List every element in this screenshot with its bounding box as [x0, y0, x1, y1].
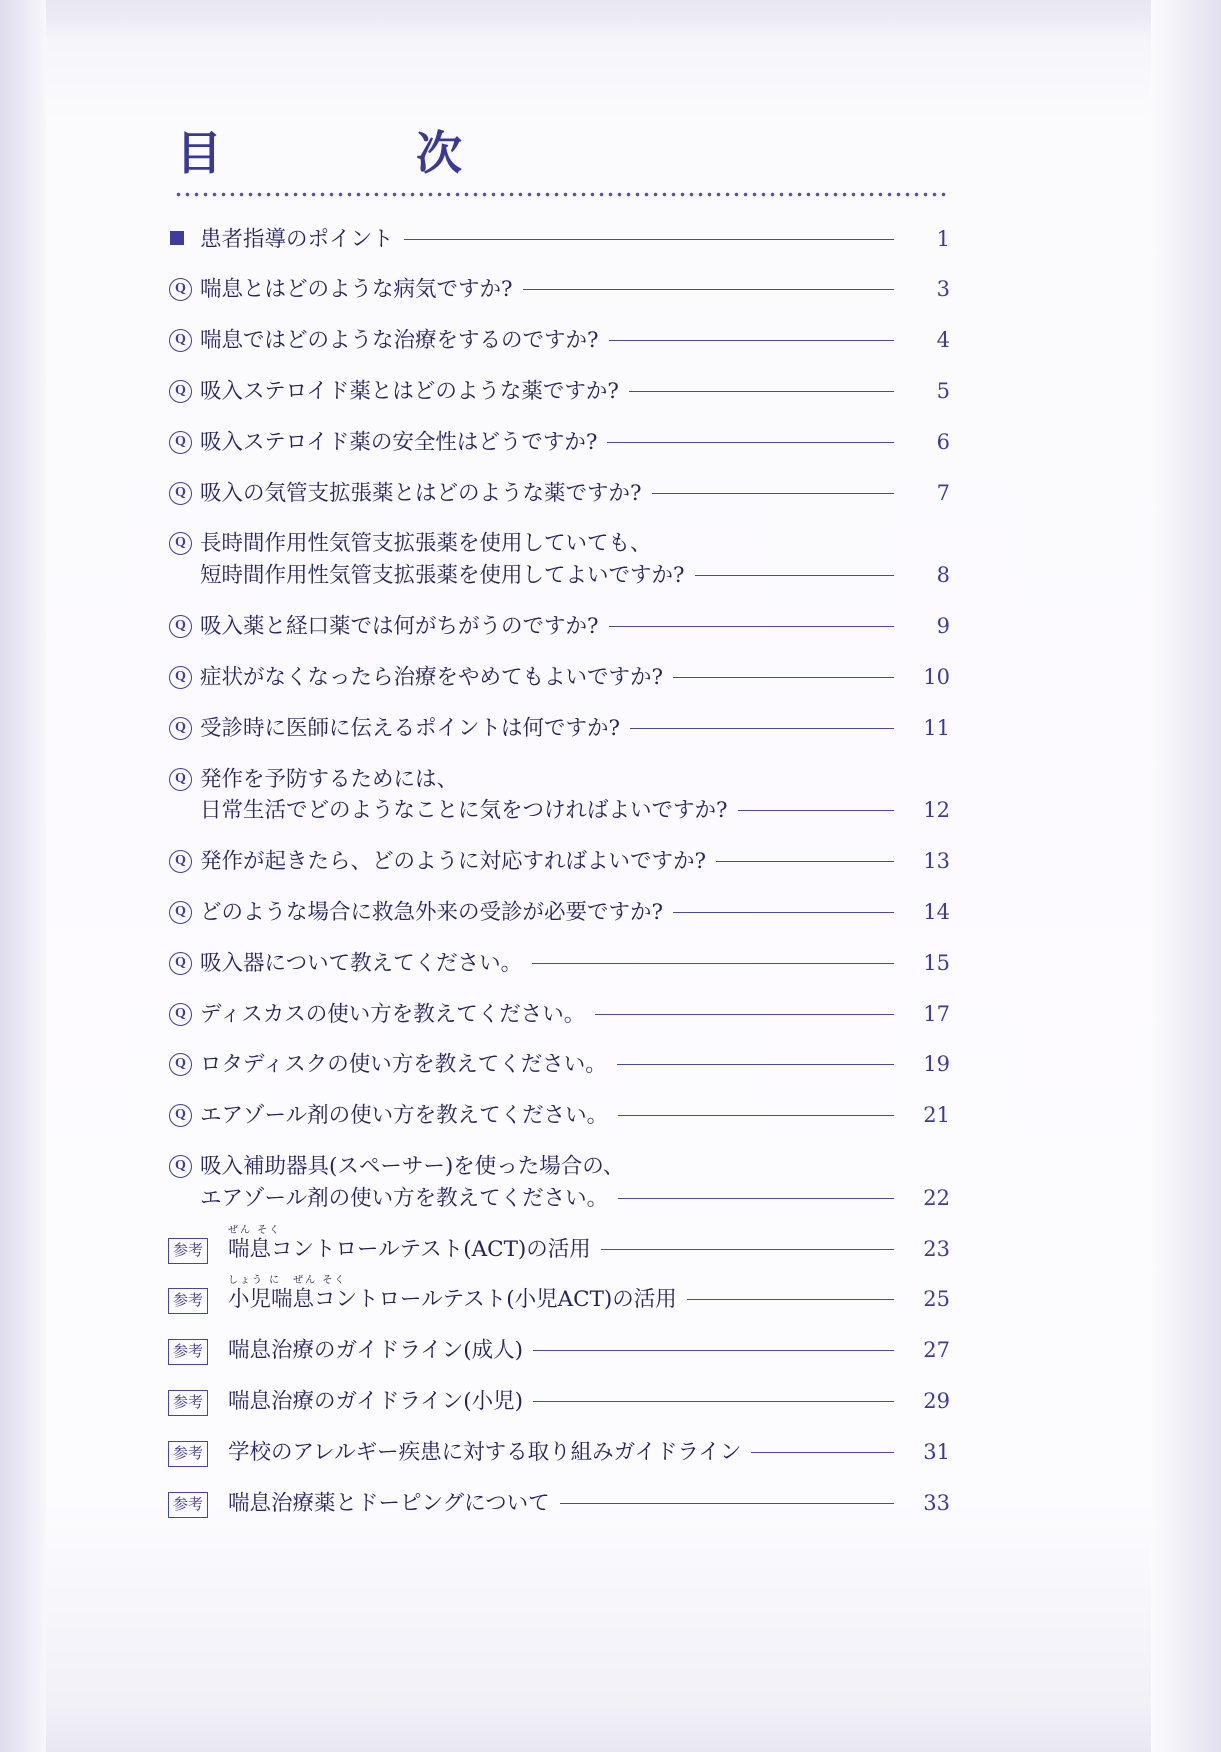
- question-badge-icon: Q: [169, 482, 192, 505]
- question-badge-icon: [168, 948, 200, 975]
- toc-page-number: 12: [923, 798, 950, 823]
- toc-entry-label: エアゾール剤の使い方を教えてください。: [200, 1185, 609, 1211]
- question-badge-icon: Q: [169, 532, 192, 555]
- leader-line: [618, 1115, 894, 1116]
- reference-badge: [168, 1386, 228, 1416]
- leader-line: [609, 626, 894, 627]
- toc-entry-label: ディスカスの使い方を教えてください。: [200, 1001, 586, 1027]
- toc-entry-line: [200, 325, 950, 357]
- toc-entry-body: [200, 224, 950, 256]
- toc-entry-label: 吸入薬と経口薬では何がちがうのですか?: [200, 614, 599, 640]
- toc-entry-label: 喘息ではどのような治療をするのですか?: [200, 328, 599, 354]
- toc-entry-body: [228, 1224, 950, 1266]
- toc-entry[interactable]: [168, 846, 950, 878]
- toc-entry-body: [200, 662, 950, 694]
- toc-entry-label: 吸入の気管支拡張薬とはどのような薬ですか?: [200, 480, 642, 506]
- question-badge-icon: [168, 274, 200, 301]
- toc-entry-line: [200, 1049, 950, 1081]
- question-badge-icon: [168, 897, 200, 924]
- question-badge-icon: [168, 999, 200, 1026]
- leader-line: [716, 861, 894, 862]
- toc-entry[interactable]: [168, 325, 950, 357]
- question-badge-icon: [168, 713, 200, 740]
- toc-entry-label: 吸入器について教えてください。: [200, 950, 523, 976]
- toc-entry-body: [228, 1335, 950, 1367]
- toc-entry[interactable]: [168, 764, 950, 828]
- toc-page-number: 3: [936, 277, 950, 302]
- toc-page-number: 22: [923, 1185, 950, 1210]
- toc-entry-line: [200, 846, 950, 878]
- toc-entry-body: [200, 376, 950, 408]
- question-badge-icon: [168, 478, 200, 505]
- toc-entry-label: 日常生活でどのようなことに気をつければよいですか?: [200, 798, 728, 824]
- toc-entry-body: [200, 1151, 950, 1215]
- question-badge-icon: [168, 764, 200, 791]
- question-badge-icon: [168, 611, 200, 638]
- toc-entry-label-wrap: [200, 764, 458, 796]
- toc-entry-body: [200, 713, 950, 745]
- toc-page-number: 13: [923, 849, 950, 874]
- leader-line: [533, 1350, 894, 1351]
- toc-entry[interactable]: [168, 1151, 950, 1215]
- toc-entry-label-wrap: [200, 1049, 607, 1081]
- reference-badge: [168, 1335, 228, 1365]
- leader-line: [618, 1198, 894, 1199]
- toc-entry-body: [200, 528, 950, 592]
- leader-line: [609, 340, 894, 341]
- toc-entry-label-wrap: [228, 1488, 550, 1520]
- toc-entry-body: [200, 897, 950, 929]
- leader-line: [629, 391, 894, 392]
- toc-entry-label-wrap: [200, 611, 599, 643]
- toc-entry[interactable]: [168, 713, 950, 745]
- toc-entry-line: [228, 1275, 950, 1316]
- toc-entry-label-wrap: [200, 948, 522, 980]
- toc-entry-label-wrap: [200, 846, 706, 878]
- furigana-ruby: しょう に ぜん そく: [228, 1275, 347, 1287]
- toc-entry-label-wrap: [200, 662, 663, 694]
- reference-badge: [168, 1437, 228, 1467]
- toc-entry[interactable]: [168, 897, 950, 929]
- toc-entry-label-wrap: [200, 528, 652, 560]
- toc-entry[interactable]: [168, 662, 950, 694]
- toc-entry[interactable]: [168, 1335, 950, 1367]
- toc-entry-line: [200, 376, 950, 408]
- toc-entry-label-wrap: [200, 1100, 608, 1132]
- toc-entry-body: [200, 611, 950, 643]
- toc-entry-line: [200, 560, 950, 592]
- toc-entry-body: [200, 478, 950, 510]
- question-badge-icon: Q: [169, 431, 192, 454]
- toc-page-number: 23: [923, 1236, 950, 1261]
- reference-badge-label: 参考: [168, 1390, 208, 1416]
- toc-entry[interactable]: [168, 1275, 950, 1316]
- toc-entry-line: [200, 662, 950, 694]
- toc-entry-label-wrap: [228, 1335, 523, 1367]
- toc-page-number: 10: [923, 664, 950, 689]
- toc-page-number: 11: [923, 715, 950, 740]
- toc-entry-label: 喘息コントロールテスト(ACT)の活用: [228, 1236, 591, 1262]
- toc-page-number: 31: [923, 1439, 950, 1464]
- toc-entry-body: [228, 1386, 950, 1418]
- toc-page-number: 19: [923, 1052, 950, 1077]
- toc-entry-label-wrap: [200, 274, 513, 306]
- question-badge-icon: Q: [169, 278, 192, 301]
- reference-badge: [168, 1284, 228, 1314]
- toc-entry-label: 小児喘息コントロールテスト(小児ACT)の活用: [228, 1287, 677, 1313]
- toc-entry-line: [200, 427, 950, 459]
- toc-entry-line: [200, 224, 950, 256]
- toc-entry-line: [200, 897, 950, 929]
- toc-entry-line: [200, 764, 950, 796]
- toc-entry-line: [200, 611, 950, 643]
- toc-entry-label: 喘息治療のガイドライン(成人): [228, 1338, 523, 1364]
- toc-entry-body: [200, 764, 950, 828]
- toc-entry[interactable]: [168, 1488, 950, 1520]
- toc-page-number: 21: [923, 1103, 950, 1128]
- toc-entry[interactable]: [168, 1437, 950, 1469]
- reference-badge: [168, 1488, 228, 1518]
- question-badge-icon: [168, 376, 200, 403]
- toc-page-number: 14: [923, 899, 950, 924]
- toc-page-number: 25: [923, 1287, 950, 1312]
- leader-line: [601, 1249, 894, 1250]
- toc-entry[interactable]: [168, 274, 950, 306]
- toc-entry-label-wrap: [200, 1151, 624, 1183]
- toc-entry-label: 喘息治療薬とドーピングについて: [228, 1490, 550, 1516]
- toc-entry-label: 喘息治療のガイドライン(小児): [228, 1389, 523, 1415]
- question-badge-icon: Q: [169, 329, 192, 352]
- furigana-ruby: ぜん そく: [228, 1224, 282, 1236]
- toc-entry-label-wrap: [228, 1437, 741, 1469]
- toc-entry-label-wrap: [200, 478, 642, 510]
- toc-entry-line: [200, 713, 950, 745]
- question-badge-icon: [168, 528, 200, 555]
- toc-page-number: 27: [923, 1338, 950, 1363]
- leader-line: [673, 677, 894, 678]
- reference-badge-label: 参考: [168, 1339, 208, 1365]
- question-badge-icon: [168, 325, 200, 352]
- page-title: 目 次: [176, 126, 496, 180]
- question-badge-icon: [168, 662, 200, 689]
- toc-entry-label: 長時間作用性気管支拡張薬を使用していても、: [200, 531, 652, 557]
- toc-entry-body: [228, 1275, 950, 1316]
- toc-entry-body: [228, 1488, 950, 1520]
- toc-entry-label: 発作が起きたら、どのように対応すればよいですか?: [200, 849, 707, 875]
- toc-entry[interactable]: [168, 224, 950, 256]
- toc-entry[interactable]: [168, 1386, 950, 1418]
- toc-entry-line: [200, 1100, 950, 1132]
- toc-entry-label-wrap: [200, 427, 597, 459]
- square-bullet-icon: [170, 231, 184, 245]
- toc-entry-line: [200, 1183, 950, 1215]
- toc-entry-label-wrap: [228, 1386, 523, 1418]
- question-badge-icon: Q: [169, 380, 192, 403]
- question-badge-icon: Q: [169, 1155, 192, 1178]
- reference-badge-label: 参考: [168, 1492, 208, 1518]
- toc-entry-label: ロタディスクの使い方を教えてください。: [200, 1052, 607, 1078]
- toc-entry[interactable]: [168, 999, 950, 1031]
- reference-badge-label: 参考: [168, 1238, 208, 1264]
- toc-entry-line: [200, 274, 950, 306]
- toc-entry-label-wrap: [200, 224, 394, 256]
- leader-line: [652, 493, 894, 494]
- leader-line: [595, 1014, 894, 1015]
- leader-line: [523, 289, 894, 290]
- toc-page-number: 17: [923, 1001, 950, 1026]
- toc-entry-label: 症状がなくなったら治療をやめてもよいですか?: [200, 664, 664, 690]
- toc-entry[interactable]: [168, 478, 950, 510]
- toc-entry-line: [200, 478, 950, 510]
- toc-entry-line: [200, 948, 950, 980]
- toc-page-number: 4: [936, 328, 950, 353]
- question-badge-icon: Q: [169, 666, 192, 689]
- toc-entry[interactable]: [168, 1100, 950, 1132]
- toc-entry-body: [200, 999, 950, 1031]
- dotted-divider: [174, 191, 950, 198]
- toc-entry[interactable]: [168, 948, 950, 980]
- toc-entry-line: [228, 1224, 950, 1266]
- question-badge-icon: Q: [169, 1003, 192, 1026]
- toc-entry-body: [200, 274, 950, 306]
- question-badge-icon: [168, 846, 200, 873]
- toc-entry-label: 患者指導のポイント: [200, 226, 394, 252]
- toc-entry-label: どのような場合に救急外来の受診が必要ですか?: [200, 899, 664, 925]
- toc-entry-label: 喘息とはどのような病気ですか?: [200, 277, 513, 303]
- leader-line: [560, 1503, 894, 1504]
- toc-page-number: 33: [923, 1490, 950, 1515]
- toc-entry[interactable]: [168, 427, 950, 459]
- leader-line: [687, 1299, 894, 1300]
- question-badge-icon: [168, 1151, 200, 1178]
- leader-line: [532, 963, 894, 964]
- toc-entry-label-wrap: [200, 999, 585, 1031]
- toc-entry-body: [200, 1049, 950, 1081]
- toc-entry-label-wrap: [200, 897, 663, 929]
- leader-line: [607, 442, 894, 443]
- toc-page-number: 5: [936, 379, 950, 404]
- toc-page-number: 29: [923, 1389, 950, 1414]
- table-of-contents: [168, 224, 950, 1520]
- toc-entry-label: 吸入ステロイド薬の安全性はどうですか?: [200, 429, 598, 455]
- toc-entry[interactable]: [168, 1224, 950, 1266]
- question-badge-icon: Q: [169, 768, 192, 791]
- toc-entry[interactable]: [168, 528, 950, 592]
- toc-entry-label: 短時間作用性気管支拡張薬を使用してよいですか?: [200, 563, 685, 589]
- leader-line: [738, 810, 894, 811]
- toc-entry[interactable]: [168, 1049, 950, 1081]
- question-badge-icon: Q: [169, 615, 192, 638]
- toc-entry-label: 発作を予防するためには、: [200, 766, 459, 792]
- leader-line: [695, 575, 894, 576]
- toc-page-number: 8: [936, 563, 950, 588]
- toc-page-number: 9: [936, 614, 950, 639]
- leader-line: [751, 1452, 894, 1453]
- leader-line: [404, 239, 894, 240]
- question-badge-icon: Q: [169, 850, 192, 873]
- question-badge-icon: Q: [169, 1104, 192, 1127]
- reference-badge-label: 参考: [168, 1441, 208, 1467]
- reference-badge: [168, 1234, 228, 1264]
- toc-entry-line: [200, 999, 950, 1031]
- question-badge-icon: Q: [169, 901, 192, 924]
- toc-entry-line: [228, 1386, 950, 1418]
- question-badge-icon: [168, 1049, 200, 1076]
- toc-entry-body: [200, 948, 950, 980]
- toc-entry-label-wrap: [200, 325, 599, 357]
- toc-entry-line: [200, 528, 950, 560]
- question-badge-icon: [168, 1100, 200, 1127]
- toc-entry-label: 吸入補助器具(スペーサー)を使った場合の、: [200, 1154, 625, 1180]
- reference-badge-label: 参考: [168, 1288, 208, 1314]
- toc-entry-line: [228, 1335, 950, 1367]
- square-bullet-icon: [168, 224, 200, 245]
- toc-entry-label: 受診時に医師に伝えるポイントは何ですか?: [200, 715, 621, 741]
- toc-entry-body: [200, 846, 950, 878]
- question-badge-icon: Q: [169, 952, 192, 975]
- question-badge-icon: Q: [169, 717, 192, 740]
- toc-entry-label: エアゾール剤の使い方を教えてください。: [200, 1103, 609, 1129]
- toc-page-number: 6: [936, 429, 950, 454]
- toc-entry[interactable]: [168, 376, 950, 408]
- leader-line: [630, 728, 894, 729]
- toc-entry-body: [228, 1437, 950, 1469]
- toc-entry-line: [200, 795, 950, 827]
- toc-page-number: 1: [936, 226, 950, 251]
- toc-content: [168, 128, 950, 1539]
- toc-entry-label-wrap: [200, 376, 619, 408]
- toc-entry-label-wrap: [200, 713, 620, 745]
- toc-entry-body: [200, 325, 950, 357]
- toc-entry-label: 吸入ステロイド薬とはどのような薬ですか?: [200, 379, 619, 405]
- toc-entry-label-wrap: [228, 1275, 677, 1316]
- toc-entry-label-wrap: [200, 560, 685, 592]
- toc-entry-label-wrap: [200, 1183, 608, 1215]
- toc-entry-body: [200, 1100, 950, 1132]
- toc-entry-line: [228, 1437, 950, 1469]
- toc-entry-line: [228, 1488, 950, 1520]
- leader-line: [533, 1401, 894, 1402]
- toc-entry-body: [200, 427, 950, 459]
- toc-entry[interactable]: [168, 611, 950, 643]
- leader-line: [673, 912, 894, 913]
- toc-entry-label-wrap: [200, 795, 728, 827]
- leader-line: [617, 1064, 894, 1065]
- question-badge-icon: [168, 427, 200, 454]
- toc-entry-label: 学校のアレルギー疾患に対する取り組みガイドライン: [228, 1439, 742, 1465]
- toc-entry-label-wrap: [228, 1224, 591, 1266]
- toc-page-number: 7: [936, 480, 950, 505]
- toc-entry-line: [200, 1151, 950, 1183]
- toc-page-number: 15: [923, 950, 950, 975]
- question-badge-icon: Q: [169, 1053, 192, 1076]
